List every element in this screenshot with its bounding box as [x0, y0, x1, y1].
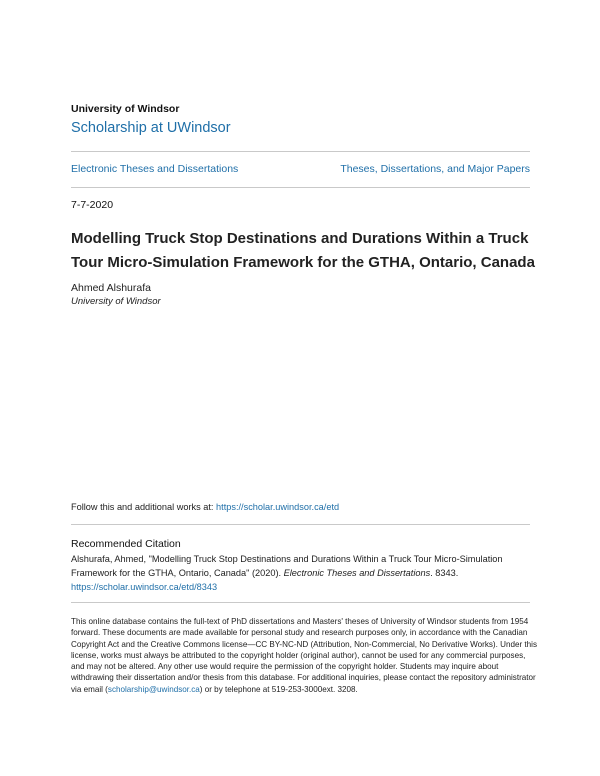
- repository-link[interactable]: Scholarship at UWindsor: [71, 120, 231, 136]
- divider-nav: [71, 187, 530, 188]
- nav-link-theses[interactable]: Theses, Dissertations, and Major Papers: [340, 163, 530, 175]
- notice-email-link[interactable]: scholarship@uwindsor.ca: [107, 684, 200, 694]
- notice-text-end: ) or by telephone at 519-253-3000ext. 3208.: [199, 684, 358, 694]
- citation-heading: Recommended Citation: [71, 538, 181, 550]
- publication-date: 7-7-2020: [71, 199, 114, 211]
- follow-url-link[interactable]: https://scholar.uwindsor.ca/etd: [216, 502, 340, 512]
- author-affiliation: University of Windsor: [71, 296, 161, 307]
- citation-url-link[interactable]: https://scholar.uwindsor.ca/etd/8343: [71, 582, 218, 592]
- divider-notice: [71, 602, 530, 603]
- citation-number: . 8343.: [430, 568, 459, 578]
- citation-block: [71, 552, 541, 594]
- citation-text: Alshurafa, Ahmed, "Modelling Truck Stop Destinations and Durations Within a Truck Tour Micro-Simulation Framework for the GTHA, Ontario, Canada" (2020).: [71, 554, 503, 578]
- nav-link-etd[interactable]: Electronic Theses and Dissertations: [71, 163, 239, 175]
- author-name: Ahmed Alshurafa: [71, 282, 151, 294]
- citation-series: Electronic Theses and Dissertations: [283, 568, 431, 578]
- copyright-notice: [71, 616, 541, 695]
- notice-text: This online database contains the full-text of PhD dissertations and Masters' theses of University of Windsor students from 1954 forward. These documents are made available for personal study and research purposes only, in accordance with the Canadian Copyright Act and the Creative Commons license—CC BY-NC-ND (Attribution, Non-Commercial, No Derivative Works). Under this license, works must always be attributed to the copyright holder (original author), cannot be used for any commercial purposes, and may not be altered. Any other use would require the permission of the copyright holder. Students may inquire about withdrawing their dissertation and/or thesis from this database. For additional inquiries, please contact the repository administrator via email (: [71, 617, 537, 694]
- document-title: Modelling Truck Stop Destinations and Durations Within a Truck Tour Micro-Simulation Framework for the GTHA, Ontario, Canada: [71, 230, 535, 271]
- divider-top: [71, 151, 530, 152]
- divider-citation: [71, 524, 530, 525]
- follow-line: [71, 502, 339, 512]
- institution-name: University of Windsor: [71, 103, 180, 115]
- follow-text: Follow this and additional works at:: [71, 502, 217, 512]
